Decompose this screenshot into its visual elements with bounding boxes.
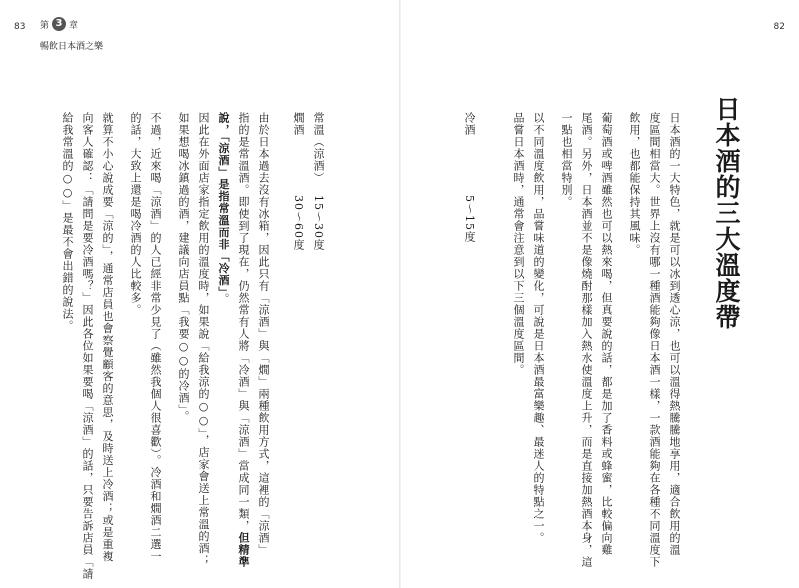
page-gutter <box>399 0 401 588</box>
chapter-subtitle: 暢飲日本酒之樂 <box>40 42 104 52</box>
text-column: 如果想喝冰鎮過的酒，建議向店員點「我要○○的冷酒」。 <box>177 112 190 423</box>
temperature-range: 5〜15度 <box>463 195 476 243</box>
text-column: 由於日本過去沒有冰箱，因此只有「涼酒」與「燗」兩種飲用方式，這裡的「涼酒」 <box>257 112 270 556</box>
temperature-name: 冷酒 <box>463 112 476 136</box>
text-column: 指的是常溫酒。即使到了現在，仍然常有人將「冷酒」與「涼酒」當成同一類，但精準 <box>237 112 250 568</box>
text-column: 因此在外面店家指定飲用的溫度時，如果說「給我涼的○○」，店家會送上常溫的酒； <box>197 112 210 567</box>
text-column: 說，「涼酒」是指常溫而非「冷酒」。 <box>217 112 230 305</box>
text-column: 以不同溫度飲用，品嘗味道的變化，可說是日本酒最富樂趣、最迷人的特點之一。 <box>532 112 545 544</box>
chapter-prefix: 第 <box>40 20 50 31</box>
text-column: 不過，近來喝「涼酒」的人已經非常少見了（雖然我個人很喜歡）。冷酒和燗酒二選一 <box>149 112 162 563</box>
temperature-range: 15〜30度 <box>312 195 325 251</box>
emphasis-text: 說，「涼酒」是指常溫而非「冷酒」 <box>217 112 230 293</box>
temperature-name: 常溫（涼酒） <box>312 112 325 184</box>
text-column: 飲用，也都能保持其風味。 <box>628 112 641 256</box>
text-column: 葡萄酒或啤酒雖然也可以熱來喝，但真要說的話，都是加了香料或蜂蜜，比較偏向雞 <box>600 112 613 556</box>
temperature-range: 30〜60度 <box>292 195 305 251</box>
chapter-suffix: 章 <box>69 20 79 31</box>
chapter-heading <box>40 17 78 31</box>
page-number-right: 82 <box>773 22 785 32</box>
page-number-left: 83 <box>14 22 26 32</box>
text-column: 一點也相當特別。 <box>560 112 573 208</box>
text-column: 向客人確認：「請問是要冷酒嗎？」因此各位如果要喝「涼酒」的話，只要告訴店員「請 <box>81 112 94 580</box>
text-column: 尾酒。另外，日本酒並不是像燒酎那樣加入熱水使溫度上升，而是直接加熱酒本身，這 <box>580 112 593 568</box>
text-column: 就算不小心說成要「涼的」，通常店員也會察覺顧客的意思，及時送上冷酒；或是重複 <box>101 112 114 563</box>
section-title: 日本酒的三大溫度帶 <box>712 96 741 330</box>
emphasis-lead: 但精準 <box>237 532 250 568</box>
temperature-name: 燗酒 <box>292 112 305 136</box>
text-column: 日本酒的一大特色，就是可以冰到透心涼，也可以溫得熱騰騰地享用，適合飲用的溫 <box>668 112 681 556</box>
text-column: 品嘗日本酒時，通常會注意到以下三個溫度區間。 <box>512 112 525 376</box>
text-column: 的話，大致上還是喝冷酒的人比較多。 <box>129 112 142 316</box>
text-column: 給我常溫的○○」是最不會出錯的說法。 <box>61 112 74 332</box>
chapter-number-badge: 3 <box>52 17 66 31</box>
text-column: 度區間相當大。世界上沒有哪一種酒能夠像日本酒一樣，一款酒能夠在各種不同溫度下 <box>648 112 661 568</box>
